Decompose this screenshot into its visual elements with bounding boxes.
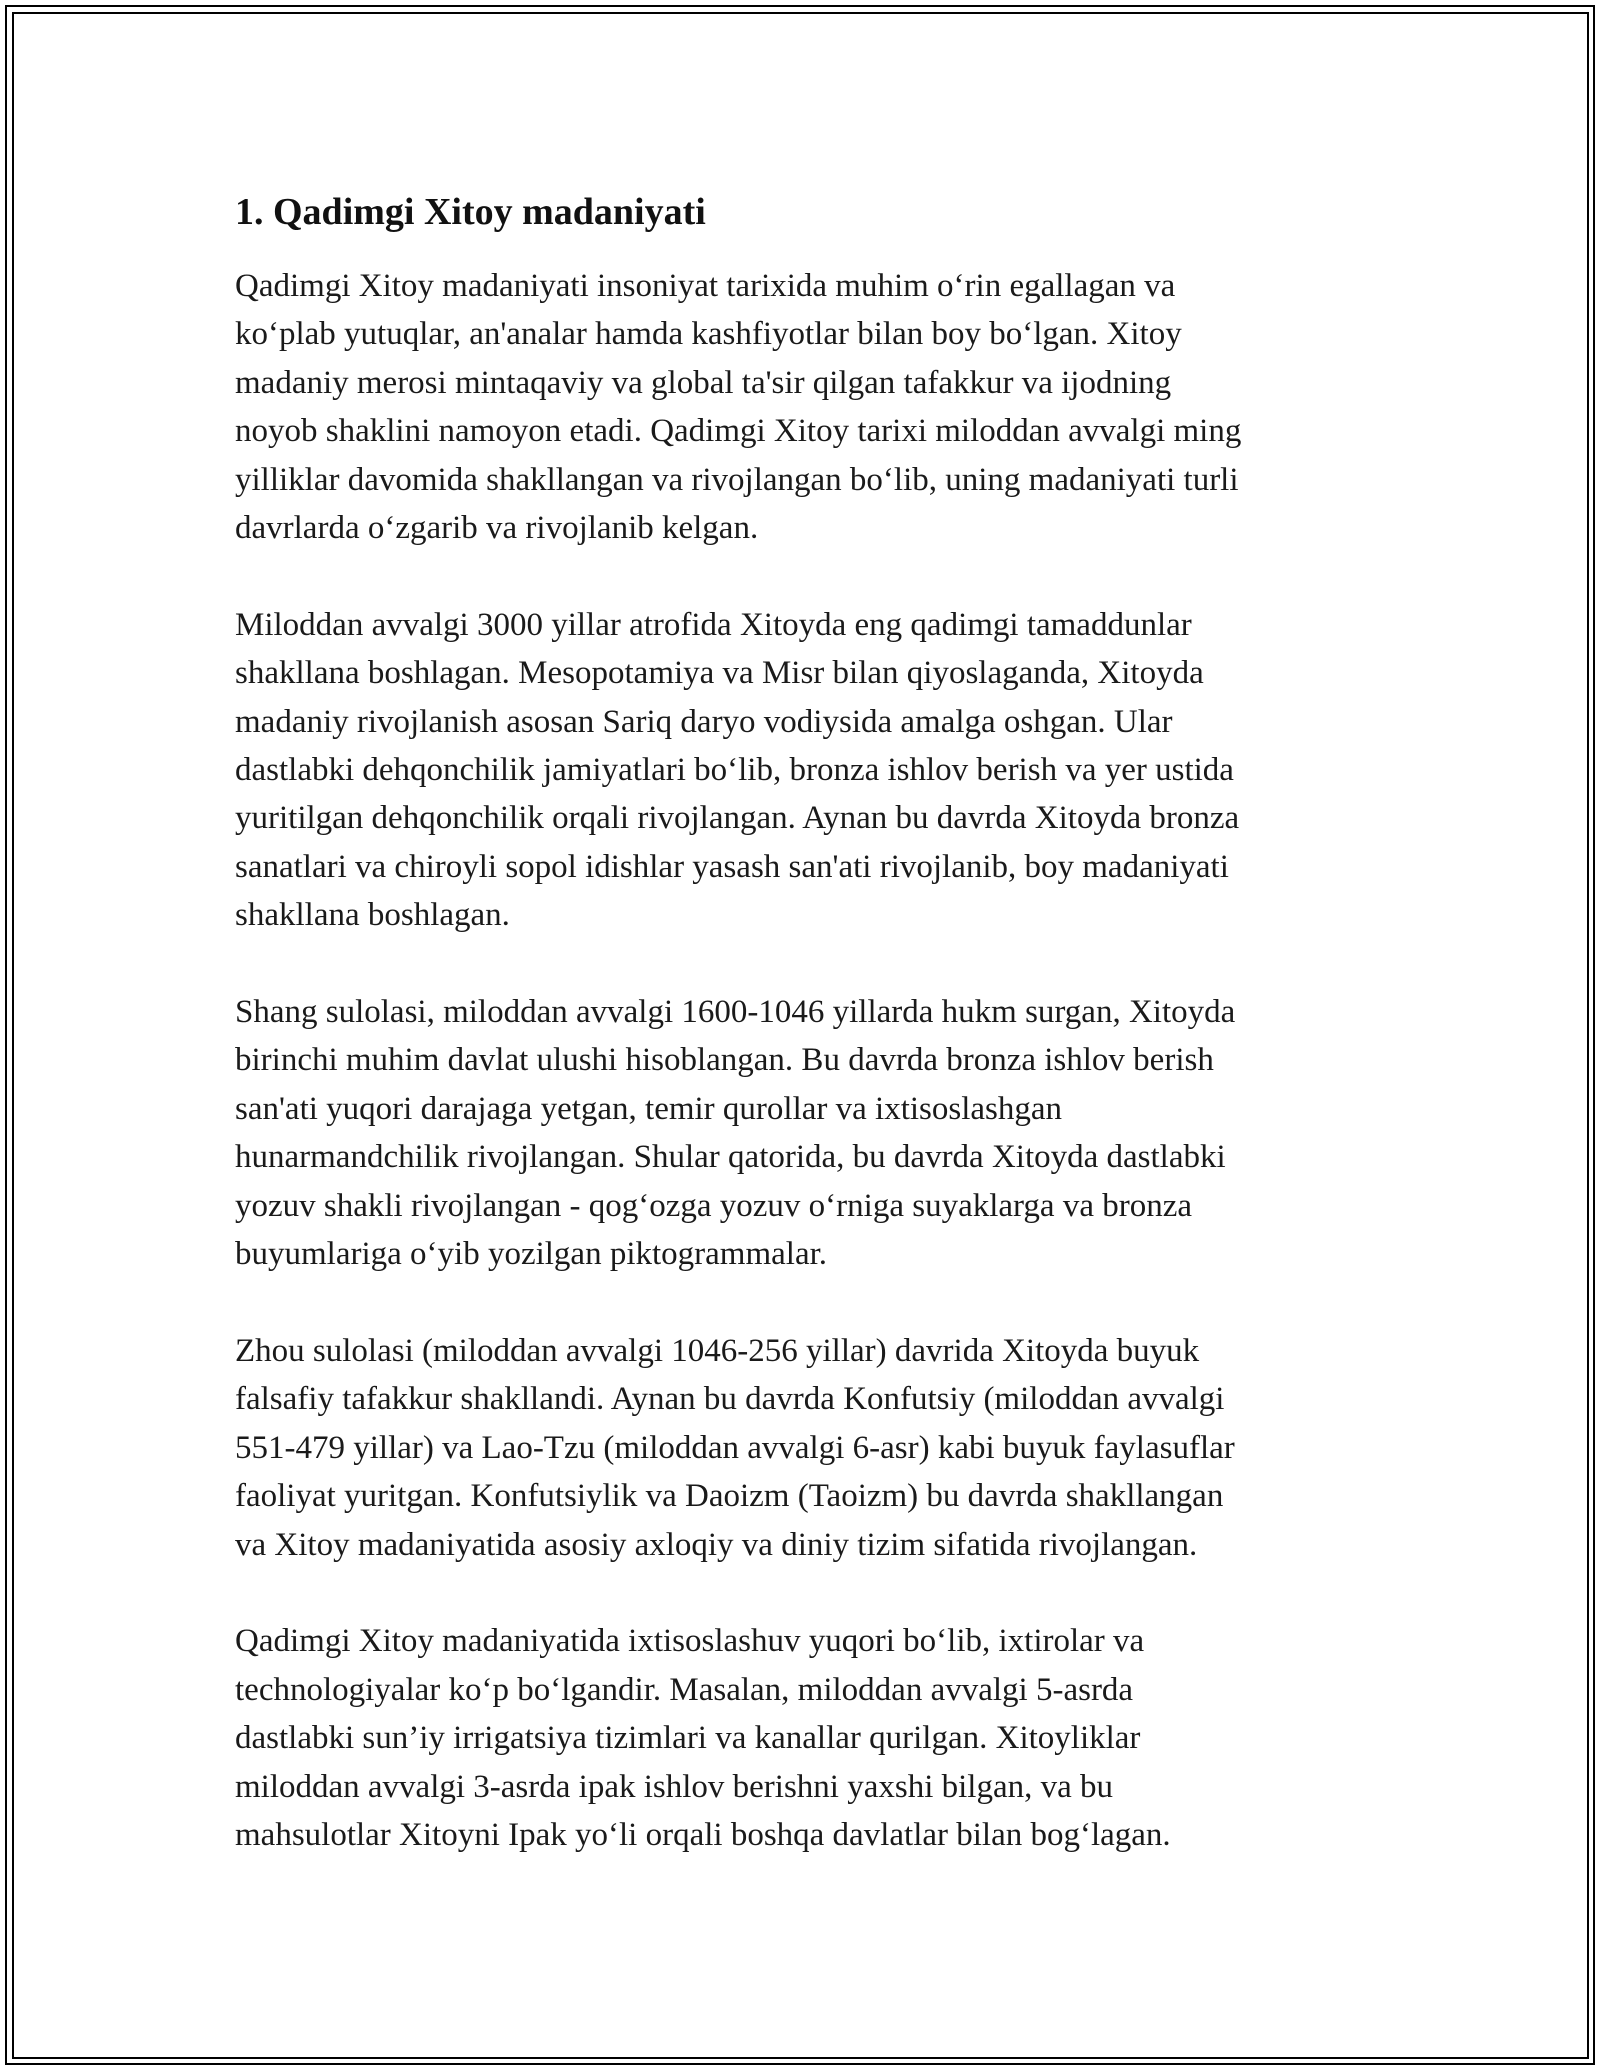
paragraph-inventions: Qadimgi Xitoy madaniyatida ixtisoslashuv yuqori bo‘lib, ixtirolar va technologiyalar ko‘p bo‘lgandir. Masalan, miloddan avvalgi 5-asrda dastlabki sun’iy irrigatsiya tizimlari va kanallar qurilgan. Xitoyliklar miloddan avvalgi 3-asrda ipak ishlov berishni yaxshi bilgan, va bu mahsulotlar Xitoyni Ipak yo‘li orqali boshqa davlatlar bilan bog‘lagan. bbox=[235, 1623, 1171, 1853]
section-heading: 1. Qadimgi Xitoy madaniyati bbox=[235, 191, 706, 233]
paragraph-early-civilization: Miloddan avvalgi 3000 yillar atrofida Xitoyda eng qadimgi tamaddunlar shakllana boshlagan. Mesopotamiya va Misr bilan qiyoslaganda, Xitoyda madaniy rivojlanish asosan Sariq daryo vodiysida amalga oshgan. Ular dastlabki dehqonchilik jamiyatlari bo‘lib, bronza ishlov berish va yer ustida yuritilgan dehqonchilik orqali rivojlangan. Aynan bu davrda Xitoyda bronza sanatlari va chiroyli sopol idishlar yasash san'ati rivojlanib, boy madaniyati shakllana boshlagan. bbox=[235, 606, 1240, 934]
document-page bbox=[235, 188, 1375, 1908]
paragraph-zhou-dynasty: Zhou sulolasi (miloddan avvalgi 1046-256 yillar) davrida Xitoyda buyuk falsafiy tafakkur shakllandi. Aynan bu davrda Konfutsiy (miloddan avvalgi 551-479 yillar) va Lao-Tzu (miloddan avvalgi 6-asr) kabi buyuk faylasuflar faoliyat yuritgan. Konfutsiylik va Daoizm (Taoizm) bu davrda shakllangan va Xitoy madaniyatida asosiy axloqiy va diniy tizim sifatida rivojlangan. bbox=[235, 1332, 1235, 1563]
paragraph-intro: Qadimgi Xitoy madaniyati insoniyat tarixida muhim o‘rin egallagan va ko‘plab yutuqlar, an'analar hamda kashfiyotlar bilan boy bo‘lgan. Xitoy madaniy merosi mintaqaviy va global ta'sir qilgan tafakkur va ijodning noyob shaklini namoyon etadi. Qadimgi Xitoy tarixi miloddan avvalgi ming yilliklar davomida shakllangan va rivojlangan bo‘lib, uning madaniyati turli davrlarda o‘zgarib va rivojlanib kelgan. bbox=[235, 268, 1242, 547]
paragraph-shang-dynasty: Shang sulolasi, miloddan avvalgi 1600-1046 yillarda hukm surgan, Xitoyda birinchi muhim davlat ulushi hisoblangan. Bu davrda bronza ishlov berish san'ati yuqori darajaga yetgan, temir qurollar va ixtisoslashgan hunarmandchilik rivojlangan. Shular qatorida, bu davrda Xitoyda dastlabki yozuv shakli rivojlangan - qog‘ozga yozuv o‘rniga suyaklarga va bronza buyumlariga o‘yib yozilgan piktogrammalar. bbox=[235, 994, 1236, 1273]
